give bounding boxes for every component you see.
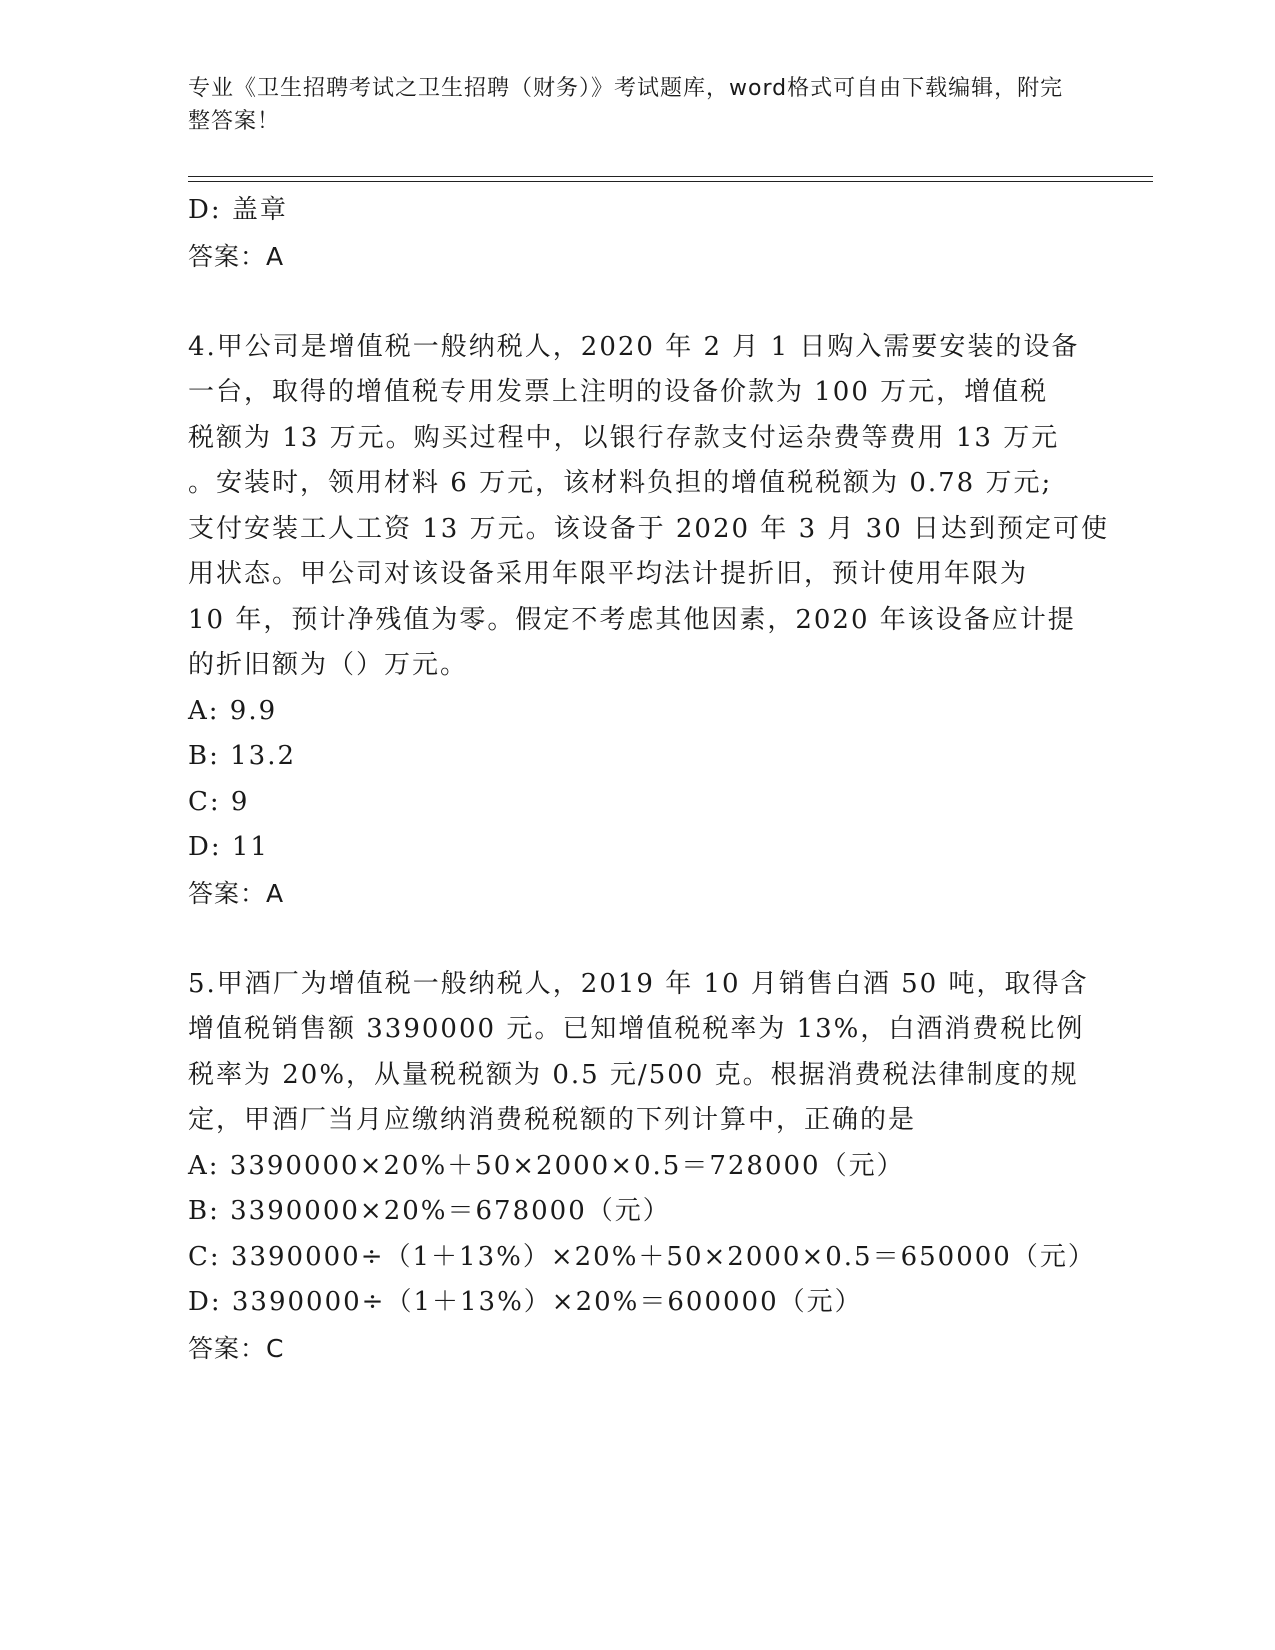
- question-4-option-a: A: 9.9: [188, 695, 278, 726]
- question-5-line: 定，甲酒厂当月应缴纳消费税税额的下列计算中，正确的是: [188, 1105, 917, 1135]
- question-4: [188, 325, 1109, 917]
- question-4-line: 一台，取得的增值税专用发票上注明的设备价款为 100 万元，增值税: [188, 377, 1049, 407]
- question-5-option-d: D: 3390000÷（1＋13%）×20%＝600000（元）: [188, 1287, 863, 1317]
- document-header: 专业《卫生招聘考试之卫生招聘（财务）》考试题库，word格式可自由下载编辑，附完整答案！: [188, 76, 1064, 134]
- question-4-line: 。安装时，领用材料 6 万元，该材料负担的增值税税额为 0.78 万元;: [188, 468, 1053, 498]
- question-4-line: 的折旧额为（）万元。: [188, 650, 469, 680]
- document-body: [188, 188, 1109, 1371]
- question-4-line: 支付安装工人工资 13 万元。该设备于 2020 年 3 月 30 日达到预定可使: [188, 513, 1109, 544]
- question-5-line: 增值税销售额 3390000 元。已知增值税税率为 13%，白酒消费税比例: [188, 1014, 1085, 1044]
- question-4-answer: 答案：A: [188, 878, 285, 908]
- header-divider-top: [188, 176, 1153, 177]
- question-5: [188, 962, 1096, 1372]
- question-5-line: 5.甲酒厂为增值税一般纳税人，2019 年 10 月销售白酒 50 吨，取得含: [188, 968, 1089, 999]
- question-5-option-b: B: 3390000×20%＝678000（元）: [188, 1196, 671, 1226]
- previous-option-d: D: 盖章: [188, 195, 288, 225]
- question-4-option-c: C: 9: [188, 786, 250, 817]
- question-5-line: 税率为 20%，从量税税额为 0.5 元/500 克。根据消费税法律制度的规: [188, 1059, 1079, 1090]
- question-4-line: 10 年，预计净残值为零。假定不考虑其他因素，2020 年该设备应计提: [188, 604, 1076, 635]
- question-5-option-a: A: 3390000×20%＋50×2000×0.5＝728000（元）: [188, 1150, 905, 1181]
- question-4-option-d: D: 11: [188, 832, 269, 862]
- previous-answer: 答案：A: [188, 241, 285, 271]
- spacer: [188, 916, 1068, 962]
- question-4-line: 税额为 13 万元。购买过程中，以银行存款支付运杂费等费用 13 万元: [188, 422, 1060, 453]
- header-divider-bottom: [188, 181, 1153, 182]
- spacer: [188, 279, 1068, 325]
- question-4-line: 用状态。甲公司对该设备采用年限平均法计提折旧，预计使用年限为: [188, 559, 1029, 589]
- question-5-answer: 答案：C: [188, 1333, 285, 1363]
- question-4-line: 4.甲公司是增值税一般纳税人，2020 年 2 月 1 日购入需要安装的设备: [188, 331, 1080, 362]
- question-5-option-c: C: 3390000÷（1＋13%）×20%＋50×2000×0.5＝650000（元）: [188, 1241, 1096, 1272]
- question-4-option-b: B: 13.2: [188, 741, 297, 771]
